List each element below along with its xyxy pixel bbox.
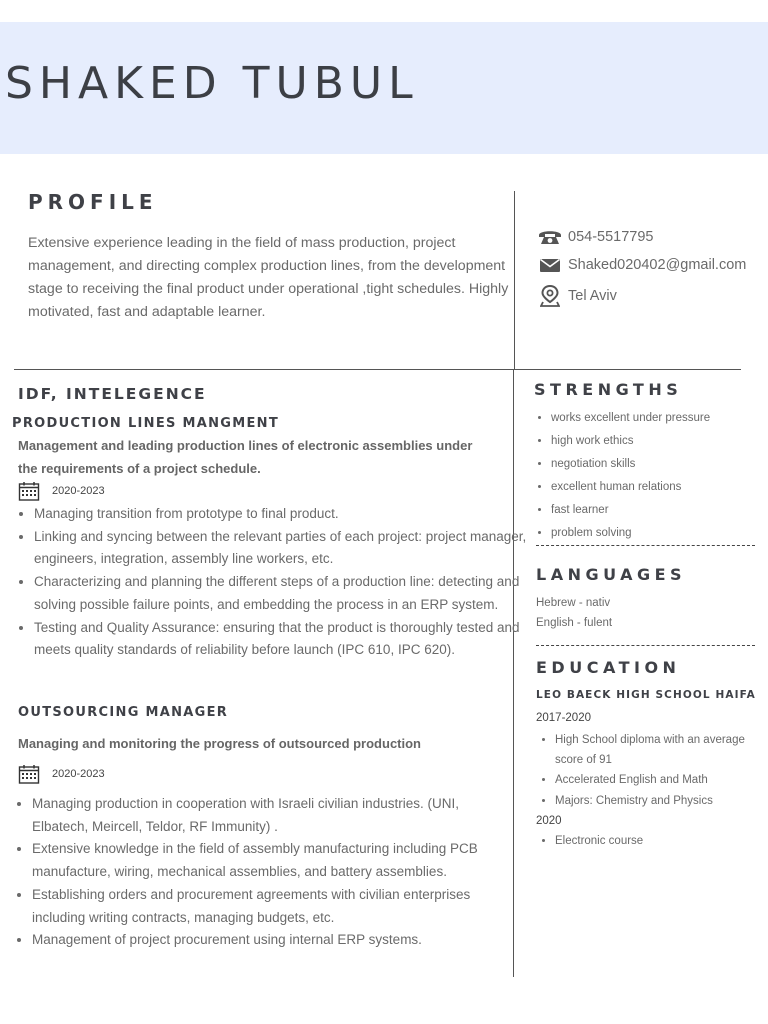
list-item: • High School diploma with an average score of 91 xyxy=(555,730,760,770)
job-dates: 2020-2023 xyxy=(52,768,105,780)
list-item: • Majors: Chemistry and Physics xyxy=(555,791,760,811)
job-bullets xyxy=(18,503,528,662)
list-item: • Establishing orders and procurement agreements with civilian enterprises including writing contracts, managing budgets, etc. xyxy=(32,884,510,929)
list-item: • high work ethics xyxy=(551,430,766,453)
education-heading: EDUCATION xyxy=(536,658,681,677)
section-divider xyxy=(14,369,741,370)
calendar-icon xyxy=(18,764,40,784)
list-item: • Accelerated English and Math xyxy=(555,770,760,790)
list-item: • works excellent under pressure xyxy=(551,407,766,430)
list-item: • excellent human relations xyxy=(551,476,766,499)
list-item: • problem solving xyxy=(551,522,766,545)
list-item: • fast learner xyxy=(551,499,766,522)
column-divider-top xyxy=(514,191,515,370)
email-address: Shaked020402@gmail.com xyxy=(568,257,747,273)
education-years: 2017-2020 xyxy=(536,712,591,724)
job-description: Managing and monitoring the progress of outsourced production xyxy=(18,736,421,751)
contact-location xyxy=(536,285,617,307)
job-date-row xyxy=(18,764,105,784)
job-description: Management and leading production lines of electronic assemblies under the requirements of a project schedule. xyxy=(18,438,473,476)
profile-heading: PROFILE xyxy=(28,190,158,214)
list-item: • Management of project procurement using internal ERP systems. xyxy=(32,929,510,952)
strengths-heading: STRENGTHS xyxy=(534,380,683,399)
contact-phone[interactable] xyxy=(536,228,653,246)
language-item: English - fulent xyxy=(536,617,613,629)
envelope-icon xyxy=(536,257,564,273)
location-text: Tel Aviv xyxy=(568,288,617,304)
phone-number: 054-5517795 xyxy=(568,229,654,245)
dotted-divider xyxy=(536,545,755,546)
profile-text: Extensive experience leading in the field of mass production, project management, and directing complex production lines, from the development stage to receiving the final product under operational ,tight schedules. Highly motivated, fast and adaptable learner. xyxy=(28,235,509,320)
job-bullets xyxy=(16,793,510,952)
contact-email[interactable] xyxy=(536,257,746,273)
list-item: • negotiation skills xyxy=(551,453,766,476)
column-divider-bottom xyxy=(513,370,514,977)
list-item: • Managing production in cooperation with Israeli civilian industries. (UNI, Elbatech, Meircell, Teldor, RF Immunity) . xyxy=(32,793,510,838)
location-pin-icon xyxy=(536,285,564,307)
languages-heading: LANGUAGES xyxy=(536,565,687,584)
education-list xyxy=(536,831,760,851)
language-item: Hebrew - nativ xyxy=(536,597,611,609)
job-dates: 2020-2023 xyxy=(52,485,105,497)
list-item: • Managing transition from prototype to final product. xyxy=(34,503,528,526)
phone-icon xyxy=(536,228,564,246)
dotted-divider xyxy=(536,645,755,646)
job-title: OUTSOURCING MANAGER xyxy=(18,705,229,720)
calendar-icon xyxy=(18,481,40,501)
school-name: LEO BAECK HIGH SCHOOL HAIFA xyxy=(536,689,756,701)
education-list xyxy=(536,730,760,811)
list-item: • Characterizing and planning the different steps of a production line: detecting and solving possible failure points, and embedding the process in an ERP system. xyxy=(34,571,528,616)
strengths-list xyxy=(536,407,766,545)
job-title: PRODUCTION LINES MANGMENT xyxy=(12,416,280,431)
candidate-name: SHAKED TUBUL xyxy=(5,58,419,109)
list-item: • Electronic course xyxy=(555,831,760,851)
list-item: • Extensive knowledge in the field of assembly manufacturing including PCB manufacture, wiring, mechanical assemblies, and battery assemblies. xyxy=(32,838,510,883)
education-years: 2020 xyxy=(536,815,562,827)
job-date-row xyxy=(18,481,105,501)
experience-org-heading: IDF, INTELEGENCE xyxy=(18,385,207,403)
list-item: • Linking and syncing between the relevant parties of each project: project manager, engineers, integration, assembly line workers, etc. xyxy=(34,526,528,571)
list-item: • Testing and Quality Assurance: ensuring that the product is thoroughly tested and meets quality standards of reliability before launch (IPC 610, IPC 620). xyxy=(34,617,528,662)
